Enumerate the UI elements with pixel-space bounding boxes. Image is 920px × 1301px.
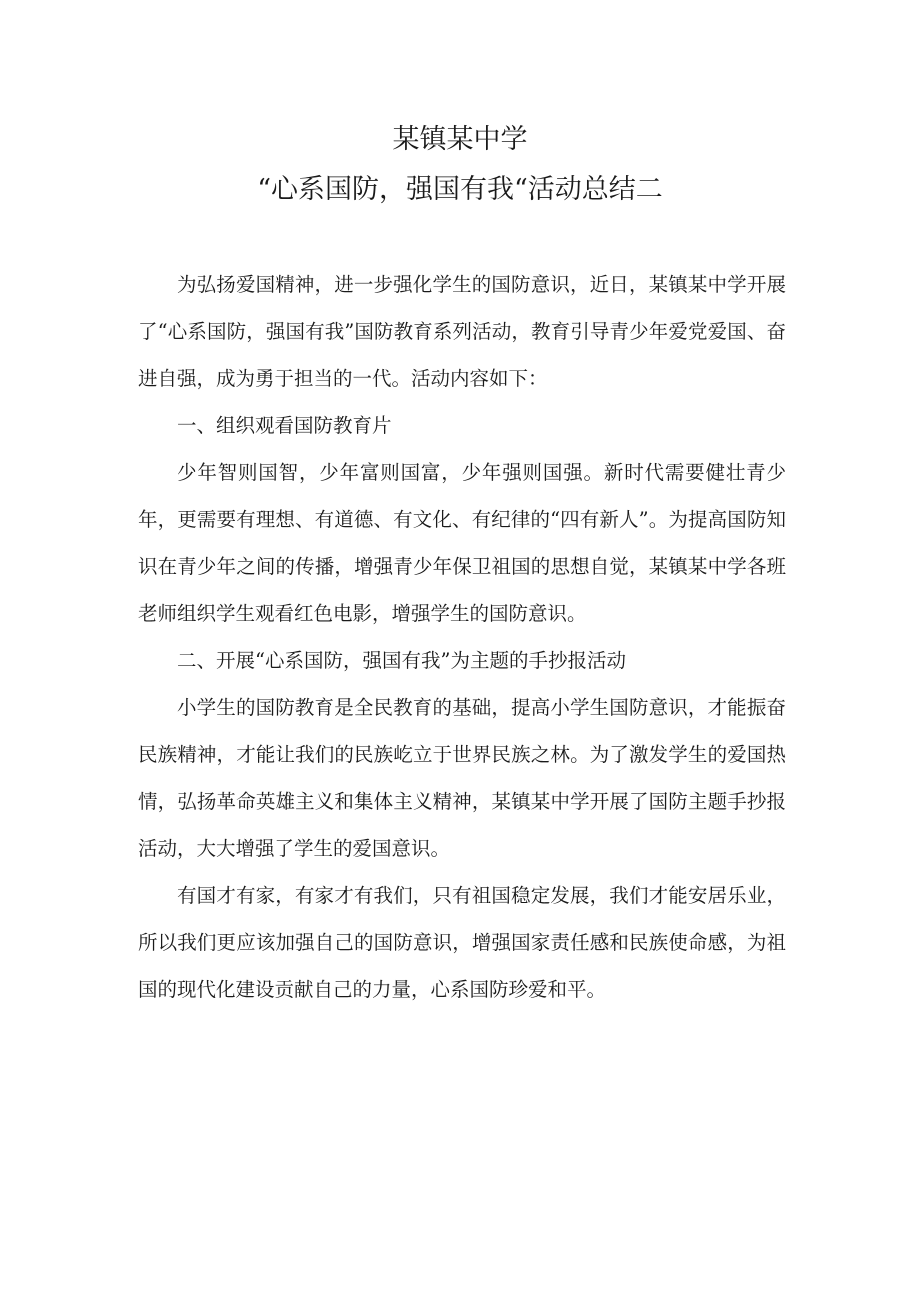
document-body [138, 261, 786, 1013]
intro-paragraph: 为弘扬爱国精神，进一步强化学生的国防意识，近日，某镇某中学开展了“心系国防，强国有我”国防教育系列活动，教育引导青少年爱党爱国、奋进自强，成为勇于担当的一代。活动内容如下： [138, 273, 786, 390]
document-title-activity: “心系国防，强国有我“活动总结二 [257, 174, 663, 205]
section-1-paragraph: 少年智则国智，少年富则国富，少年强则国强。新时代需要健壮青少年，更需要有理想、有道德、有文化、有纪律的“四有新人”。为提高国防知识在青少年之间的传播，增强青少年保卫祖国的思想自觉，某镇某中学各班老师组织学生观看红色电影，增强学生的国防意识。 [138, 461, 786, 625]
section-2-paragraph: 小学生的国防教育是全民教育的基础，提高小学生国防意识，才能振奋民族精神，才能让我们的民族屹立于世界民族之林。为了激发学生的爱国热情，弘扬革命英雄主义和集体主义精神，某镇某中学开展了国防主题手抄报活动，大大增强了学生的爱国意识。 [138, 696, 786, 860]
document-title-school: 某镇某中学 [392, 124, 528, 155]
closing-paragraph: 有国才有家，有家才有我们，只有祖国稳定发展，我们才能安居乐业，所以我们更应该加强自己的国防意识，增强国家责任感和民族使命感，为祖国的现代化建设贡献自己的力量，心系国防珍爱和平。 [138, 884, 786, 1001]
section-heading-1: 一、组织观看国防教育片 [177, 414, 392, 437]
section-heading-2: 二、开展“心系国防，强国有我”为主题的手抄报活动 [177, 649, 626, 672]
